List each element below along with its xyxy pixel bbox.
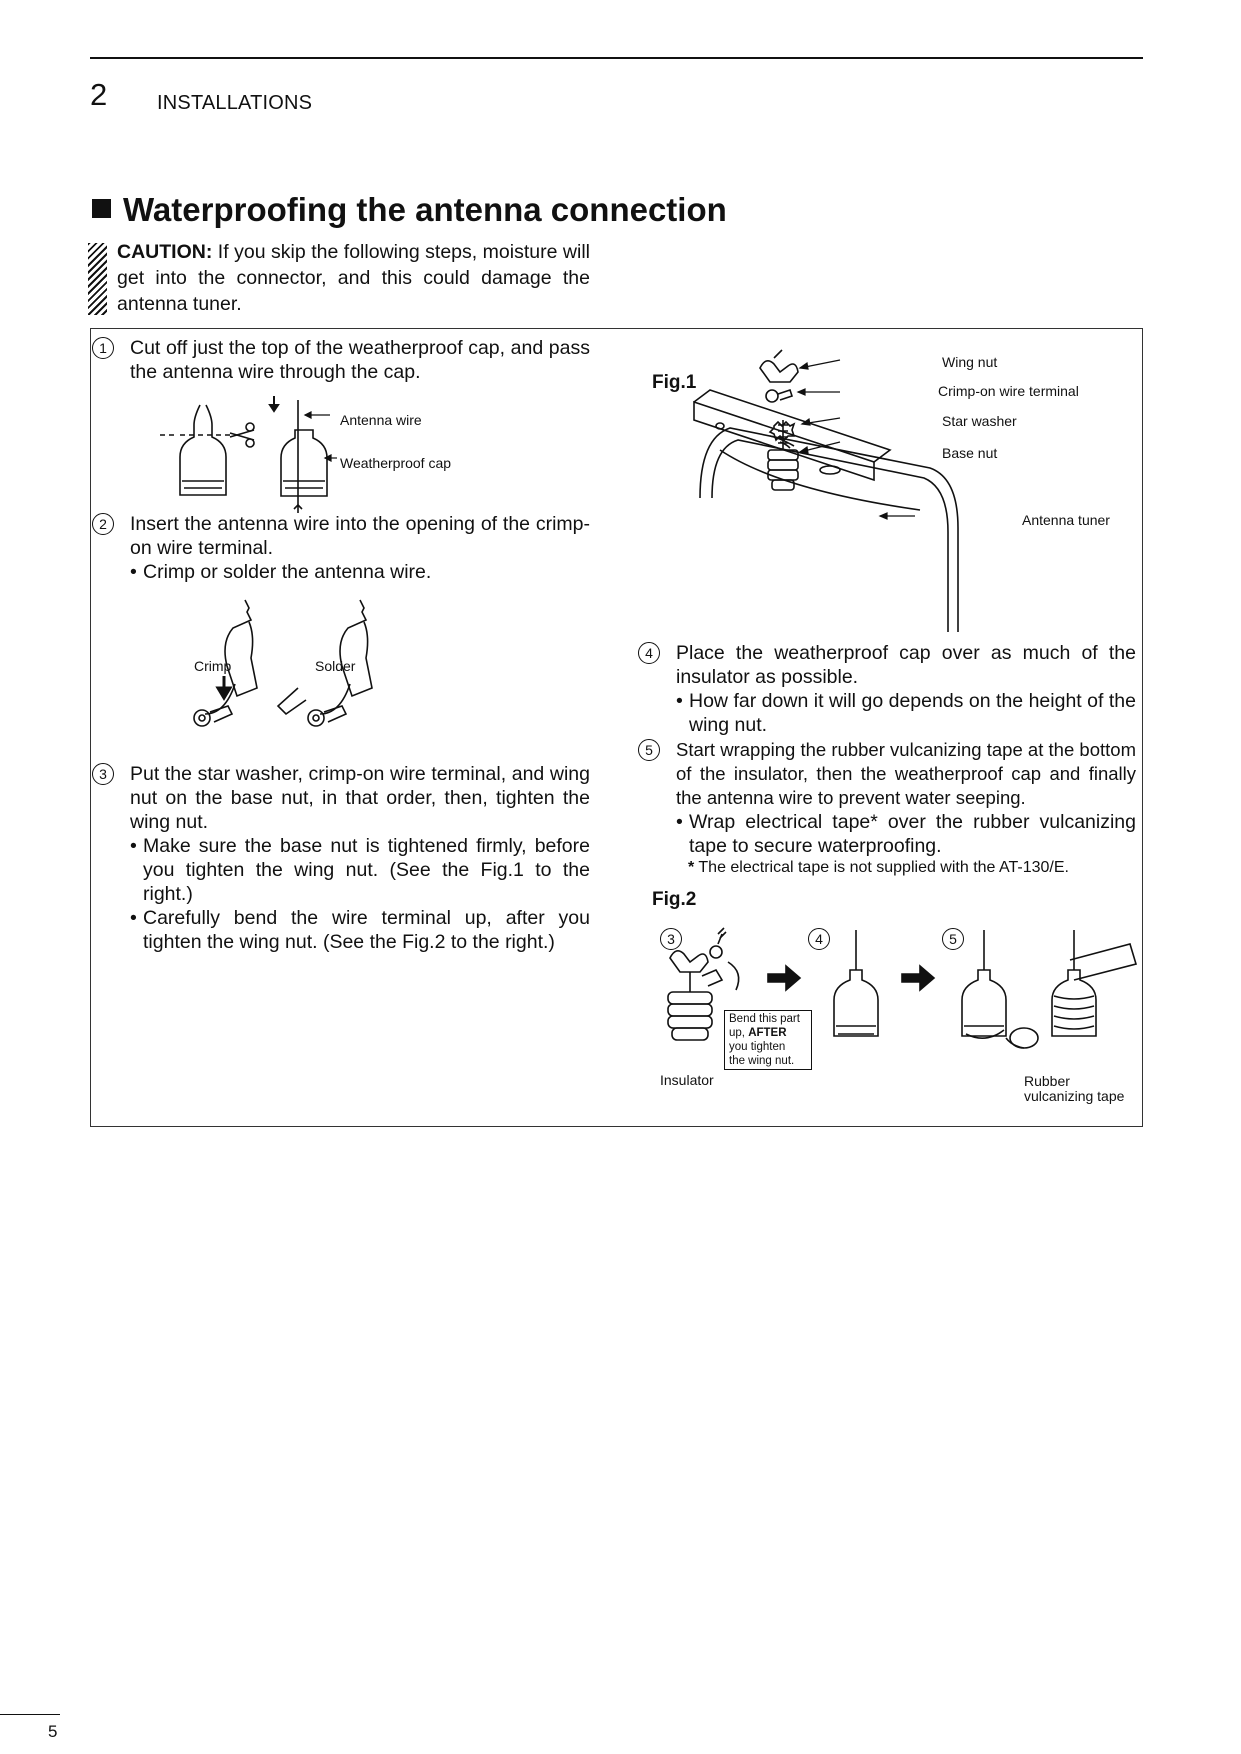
step-text: Put the star washer, crimp-on wire terminal, and wing nut on the base nut, in that order, then, tighten the wing nut. (130, 763, 590, 833)
star-washer-label: Star washer (942, 413, 1017, 429)
rubber-tape-label: Rubber vulcanizing tape (1024, 1073, 1125, 1104)
header-rule (90, 57, 1143, 59)
square-bullet-icon (92, 199, 111, 218)
bend-callout: Bend this part up, AFTER you tighten the wing nut. (724, 1010, 812, 1070)
fig1-title: Fig.1 (652, 372, 697, 393)
step-number: 3 (92, 763, 114, 785)
step-bullet: • How far down it will go depends on the height of the wing nut. (676, 689, 1136, 737)
step-number: 2 (92, 513, 114, 535)
solder-label: Solder (315, 658, 356, 674)
step-text: Insert the antenna wire into the opening of the crimp-on wire terminal. (130, 513, 590, 559)
caution-hatch-icon (88, 243, 107, 315)
wing-nut-label: Wing nut (942, 354, 998, 370)
step-4 (638, 641, 1136, 737)
antenna-wire-label: Antenna wire (340, 412, 422, 428)
section-title: Waterproofing the antenna connection (92, 190, 727, 230)
step-bullet: • Wrap electrical tape* over the rubber vulcanizing tape to secure waterproofing. (676, 810, 1136, 858)
caution-text: CAUTION: If you skip the following steps, moisture will get into the connector, and this could damage the antenna tuner. (117, 241, 590, 315)
step-text: Cut off just the top of the weatherproof cap, and pass the antenna wire through the cap. (130, 337, 590, 383)
antenna-tuner-label: Antenna tuner (1022, 512, 1110, 528)
step-1 (92, 336, 590, 384)
step-number: 1 (92, 337, 114, 359)
step-number: 5 (638, 739, 660, 761)
chapter-title: INSTALLATIONS (157, 92, 313, 114)
crimp-terminal-label: Crimp-on wire terminal (938, 383, 1079, 399)
step-number: 4 (638, 642, 660, 664)
chapter-number: 2 (90, 77, 108, 112)
base-nut-label: Base nut (942, 445, 998, 461)
footnote: * The electrical tape is not supplied with the AT-130/E. (688, 859, 1069, 876)
step-5 (638, 738, 1136, 878)
fig2-title: Fig.2 (652, 889, 697, 910)
step-bullet: • Crimp or solder the antenna wire. (130, 560, 590, 584)
crimp-label: Crimp (194, 658, 232, 674)
footer-rule (0, 1714, 60, 1715)
page-number: 5 (48, 1722, 58, 1741)
step-bullet: • Carefully bend the wire terminal up, after you tighten the wing nut. (See the Fig.2 to the right.) (130, 906, 590, 954)
step-2 (92, 512, 590, 584)
step-bullet: • Make sure the base nut is tightened firmly, before you tighten the wing nut. (See the Fig.1 to the right.) (130, 834, 590, 906)
step-3 (92, 762, 590, 954)
weatherproof-cap-label: Weatherproof cap (340, 455, 452, 471)
step-text: Start wrapping the rubber vulcanizing tape at the bottom of the insulator, then the weatherproof cap and finally the antenna wire to prevent water seeping. (676, 739, 1136, 808)
step-text: Place the weatherproof cap over as much of the insulator as possible. (676, 642, 1136, 688)
insulator-label: Insulator (660, 1072, 714, 1088)
